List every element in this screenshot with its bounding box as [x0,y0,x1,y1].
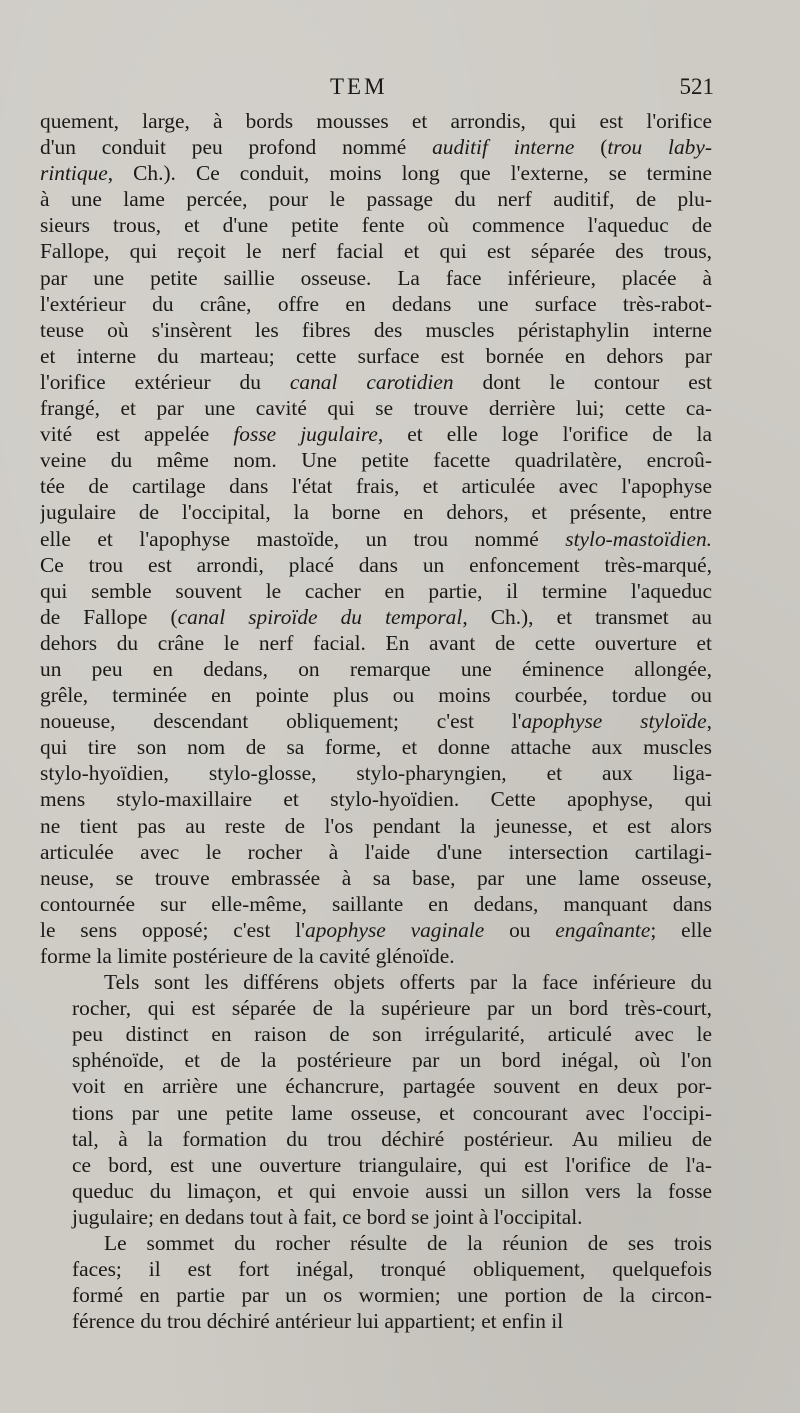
text-run: ( [574,135,608,160]
text-line [40,917,712,943]
text-line [40,1047,712,1073]
text-run: veine du même nom. Une petite facette quadrilatère, encroû- [40,448,712,473]
text-line [40,369,712,395]
text-run: , Ch.). Ce conduit, moins long que l'externe, se termine [107,161,712,186]
text-run: ; elle [650,917,712,942]
text-line [40,656,712,682]
text-line [40,1282,712,1308]
text-line [40,1021,712,1047]
text-run: forme la limite postérieure de la cavité glénoïde. [40,944,455,968]
text-line [40,1230,712,1256]
text-line [40,734,712,760]
text-line [40,265,712,291]
text-run: l'orifice extérieur du [40,369,290,394]
text-run: férence du trou déchiré antérieur lui appartient; et enfin il [72,1309,564,1334]
text-line [40,865,712,891]
text-line [40,813,712,839]
body-text [40,108,712,1334]
text-line [40,1126,712,1152]
text-run: peu distinct en raison de son irrégularité, articulé avec le [72,1022,712,1047]
text-line [40,108,712,134]
text-line [40,526,712,552]
text-line [40,760,712,786]
text-line [40,160,712,186]
text-line [40,552,712,578]
text-run: tal, à la formation du trou déchiré postérieur. Au milieu de [72,1126,712,1151]
text-run: qui tire son nom de sa forme, et donne attache aux muscles [40,735,712,760]
text-line [40,708,712,734]
text-run: Ce trou est arrondi, placé dans un enfoncement très-marqué, [40,552,712,577]
paragraph [40,108,712,969]
text-run: , Ch.), et transmet au [462,604,712,629]
text-run: queduc du limaçon, et qui envoie aussi un sillon vers la fosse [72,1178,712,1203]
page-number: 521 [679,74,714,99]
text-line [40,317,712,343]
italic-term: auditif interne [432,135,575,160]
text-line [40,969,712,995]
text-line [40,421,712,447]
text-run: jugulaire; en dedans tout à fait, ce bord se joint à l'occipital. [72,1204,583,1229]
text-line [40,1100,712,1126]
running-title: TEM [330,74,388,99]
text-run: ou [484,917,556,942]
text-run: Fallope, qui reçoit le nerf facial et qui est séparée des trous, [40,239,712,264]
text-run: vité est appelée [40,422,234,447]
text-line [40,682,712,708]
italic-term: fosse jugulaire [233,422,378,447]
text-line [40,630,712,656]
text-line [40,943,712,969]
text-run: stylo-hyoïdien, stylo-glosse, stylo-pharyngien, et aux liga- [40,761,712,786]
italic-term: canal spiroïde du temporal [177,604,463,629]
text-line [40,1152,712,1178]
text-line [40,291,712,317]
text-line [40,186,712,212]
italic-term: apophyse vaginale [305,917,485,942]
italic-term: canal carotidien [289,369,454,394]
text-run: elle et l'apophyse mastoïde, un trou nommé [40,526,566,551]
text-line [40,395,712,421]
running-head [0,72,800,108]
text-line [40,578,712,604]
text-run: neuse, se trouve embrassée à sa base, par une lame osseuse, [40,865,712,890]
text-run: voit en arrière une échancrure, partagée souvent en deux por- [72,1074,712,1099]
text-line [40,786,712,812]
text-run: mens stylo-maxillaire et stylo-hyoïdien. Cette apophyse, qui [40,787,712,812]
text-run: contournée sur elle-même, saillante en dedans, manquant dans [40,891,712,916]
text-line [40,343,712,369]
text-run: à une lame percée, pour le passage du nerf auditif, de plu- [40,187,712,212]
text-run: teuse où s'insèrent les fibres des muscles péristaphylin interne [40,317,712,342]
text-run: grêle, terminée en pointe plus ou moins courbée, tordue ou [40,683,712,708]
text-run: tions par une petite lame osseuse, et concourant avec l'occipi- [72,1100,712,1125]
italic-term: rintique [40,161,108,186]
text-line [40,839,712,865]
text-run: l'extérieur du crâne, offre en dedans une surface très-rabot- [40,291,712,316]
text-run: , [706,709,712,734]
text-line [40,1308,712,1334]
text-run: formé en partie par un os wormien; une portion de la circon- [72,1283,712,1308]
text-line [40,1204,712,1230]
text-run: de Fallope ( [40,604,178,629]
paragraph [40,969,712,1230]
text-run: d'un conduit peu profond nommé [40,135,433,160]
italic-term: apophyse styloïde [521,709,707,734]
text-line [40,499,712,525]
text-run: le sens opposé; c'est l' [40,917,305,942]
text-run: faces; il est fort inégal, tronqué obliquement, quelquefois [72,1257,712,1282]
text-run: par une petite saillie osseuse. La face inférieure, placée à [40,265,712,290]
text-line [40,134,712,160]
text-run: articulée avec le rocher à l'aide d'une intersection cartilagi- [40,839,712,864]
text-run: Tels sont les différens objets offerts par la face inférieure du [104,970,712,995]
text-run: rocher, qui est séparée de la supérieure par un bord très-court, [72,996,712,1021]
text-line [40,1073,712,1099]
text-run: , et elle loge l'orifice de la [377,422,712,447]
italic-term: engaînante [555,917,651,942]
text-run: sphénoïde, et de la postérieure par un bord inégal, où l'on [72,1048,712,1073]
text-line [40,604,712,630]
text-run: et interne du marteau; cette surface est bornée en dehors par [40,343,712,368]
text-line [40,1256,712,1282]
text-line [40,995,712,1021]
text-run: frangé, et par une cavité qui se trouve derrière lui; cette ca- [40,396,712,421]
text-line [40,447,712,473]
text-line [40,238,712,264]
italic-term: trou laby- [607,135,712,160]
paragraph [40,1230,712,1334]
italic-term: stylo-mastoïdien. [565,526,712,551]
text-line [40,891,712,917]
text-run: Le sommet du rocher résulte de la réunion de ses trois [104,1231,712,1256]
text-run: quement, large, à bords mousses et arrondis, qui est l'orifice [40,109,712,133]
text-line [40,473,712,499]
text-line [40,212,712,238]
text-run: jugulaire de l'occipital, la borne en dehors, et présente, entre [40,500,712,525]
text-line [40,1178,712,1204]
text-run: dehors du crâne le nerf facial. En avant de cette ouverture et [40,630,712,655]
text-run: qui semble souvent le cacher en partie, il termine l'aqueduc [40,578,712,603]
text-run: ne tient pas au reste de l'os pendant la jeunesse, et est alors [40,813,712,838]
text-run: sieurs trous, et d'une petite fente où commence l'aqueduc de [40,213,712,238]
text-run: un peu en dedans, on remarque une éminence allongée, [40,656,712,681]
text-run: ce bord, est une ouverture triangulaire, qui est l'orifice de l'a- [72,1152,712,1177]
text-run: tée de cartilage dans l'état frais, et articulée avec l'apophyse [40,474,712,499]
text-run: dont le contour est [453,369,712,394]
text-run: noueuse, descendant obliquement; c'est l' [40,709,522,734]
